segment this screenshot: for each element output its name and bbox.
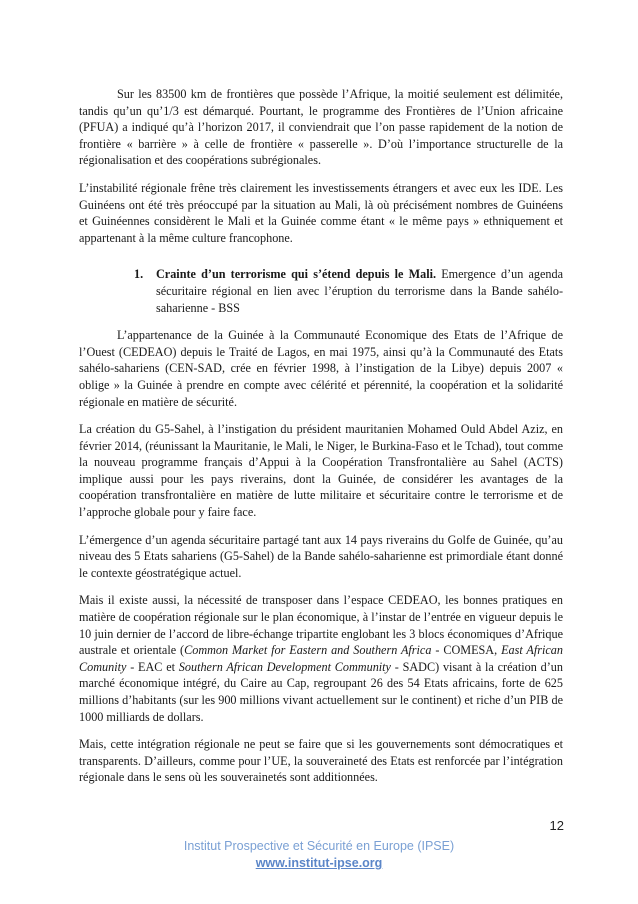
page-number: 12	[549, 818, 564, 833]
footer-link[interactable]: www.institut-ipse.org	[255, 856, 383, 870]
paragraph-cooperation	[79, 592, 563, 725]
list-body	[146, 266, 563, 316]
paragraph-frontieres: Sur les 83500 km de frontières que possède l’Afrique, la moitié seulement est délimitée, tandis qu’un qu’1/3 est démarqué. Pourtant, le programme des Frontières de l’Union africaine (PFUA) a indiqué qu’à l’horizon 2017, il conviendrait que l’on passe rapidement de la notion de frontière « barrière » à celle de frontière « passerelle ». D’où l’importance structurelle de la régionalisation et des coopérations subrégionales.	[79, 87, 563, 168]
footer	[0, 838, 638, 872]
list-number: 1.	[134, 267, 144, 282]
list-heading: Crainte d’un terrorisme qui s’étend depuis le Mali.	[156, 267, 437, 282]
p6-sadc: Southern African Development Community	[178, 659, 391, 674]
document-body	[79, 86, 563, 797]
p6-comesa: Common Market for Eastern and Southern Africa	[184, 643, 432, 658]
p6-c: - COMESA,	[431, 643, 502, 658]
p6-g: - SADC) visant à la création d’un marché économique intégré, du Caire au Cap, regroupant 26 des 54 Etats africains, forte de 625 millions d’habitants (sur les 900 millions vivant actuellement sur le continent) et riche d’un PIB de 1000 milliards de dollars.	[79, 659, 563, 724]
p6-a: Mais il existe aussi, la nécessité de transposer dans l’espace CEDEAO, les bonnes pratiques en matière de coopération régionale sur le plan économique, à l’instar de l’entrée en vigueur depuis le 10 juin dernier de l’accord de libre-échange tripartite englobant les 3 blocs économiques d’Afrique australe et orientale (	[79, 593, 563, 658]
footer-org: Institut Prospective et Sécurité en Europe (IPSE)	[183, 839, 455, 853]
p6-eac: East African Comunity	[79, 643, 563, 674]
numbered-heading	[79, 266, 563, 316]
p6-e: - EAC et	[126, 659, 179, 674]
paragraph-agenda: L’émergence d’un agenda sécuritaire partagé tant aux 14 pays riverains du Golfe de Guinée, qu’au niveau des 5 Etats sahariens (G5-Sahel) de la Bande sahélo-saharienne est primordiale étant donné le contexte géostratégique actuel.	[79, 532, 563, 580]
paragraph-cedeao: L’appartenance de la Guinée à la Communauté Economique des Etats de l’Afrique de l’Ouest (CEDEAO) depuis le Traité de Lagos, en mai 1975, ainsi qu’à la Communauté des Etats sahélo-sahariens (CEN-SAD, crée en février 1998, à l’instigation de la Libye) depuis 2007 « oblige » la Guinée à prendre en compte avec célérité et pérennité, la coopération et la solidarité régionale en matière de sécurité.	[79, 328, 563, 409]
list-text: Emergence d’un agenda sécuritaire régional en lien avec l’éruption du terrorisme dans la Bande sahélo-saharienne - BSS	[156, 267, 563, 315]
paragraph-g5-sahel: La création du G5-Sahel, à l’instigation du président mauritanien Mohamed Ould Abdel Aziz, en février 2014, (réunissant la Mauritanie, le Mali, le Niger, le Burkina-Faso et le Tchad), tout comme la nouveau programme français d’Appui à la Coopération Transfrontalière au Sahel (ACTS) implique aussi pour les pays riverains, dont la Guinée, de considérer les avantages de la coopération transfrontalière en matière de lutte militaire et sécuritaire contre le terrorisme et de l’approche globale pour y faire face.	[79, 422, 563, 520]
paragraph-integration: Mais, cette intégration régionale ne peut se faire que si les gouvernements sont démocratiques et transparents. D’ailleurs, comme pour l’UE, la souveraineté des Etats est renforcée par l’intégration régionale dans le sens où les souverainetés sont additionnées.	[79, 737, 563, 785]
paragraph-instabilite: L’instabilité régionale frêne très clairement les investissements étrangers et avec eux les IDE. Les Guinéens ont été très préoccupé par la situation au Mali, là où précisément nombres de Guinéens et Guinéennes considèrent le Mali et la Guinée comme étant « le même pays » ethniquement et appartenant à la même culture francophone.	[79, 180, 563, 245]
